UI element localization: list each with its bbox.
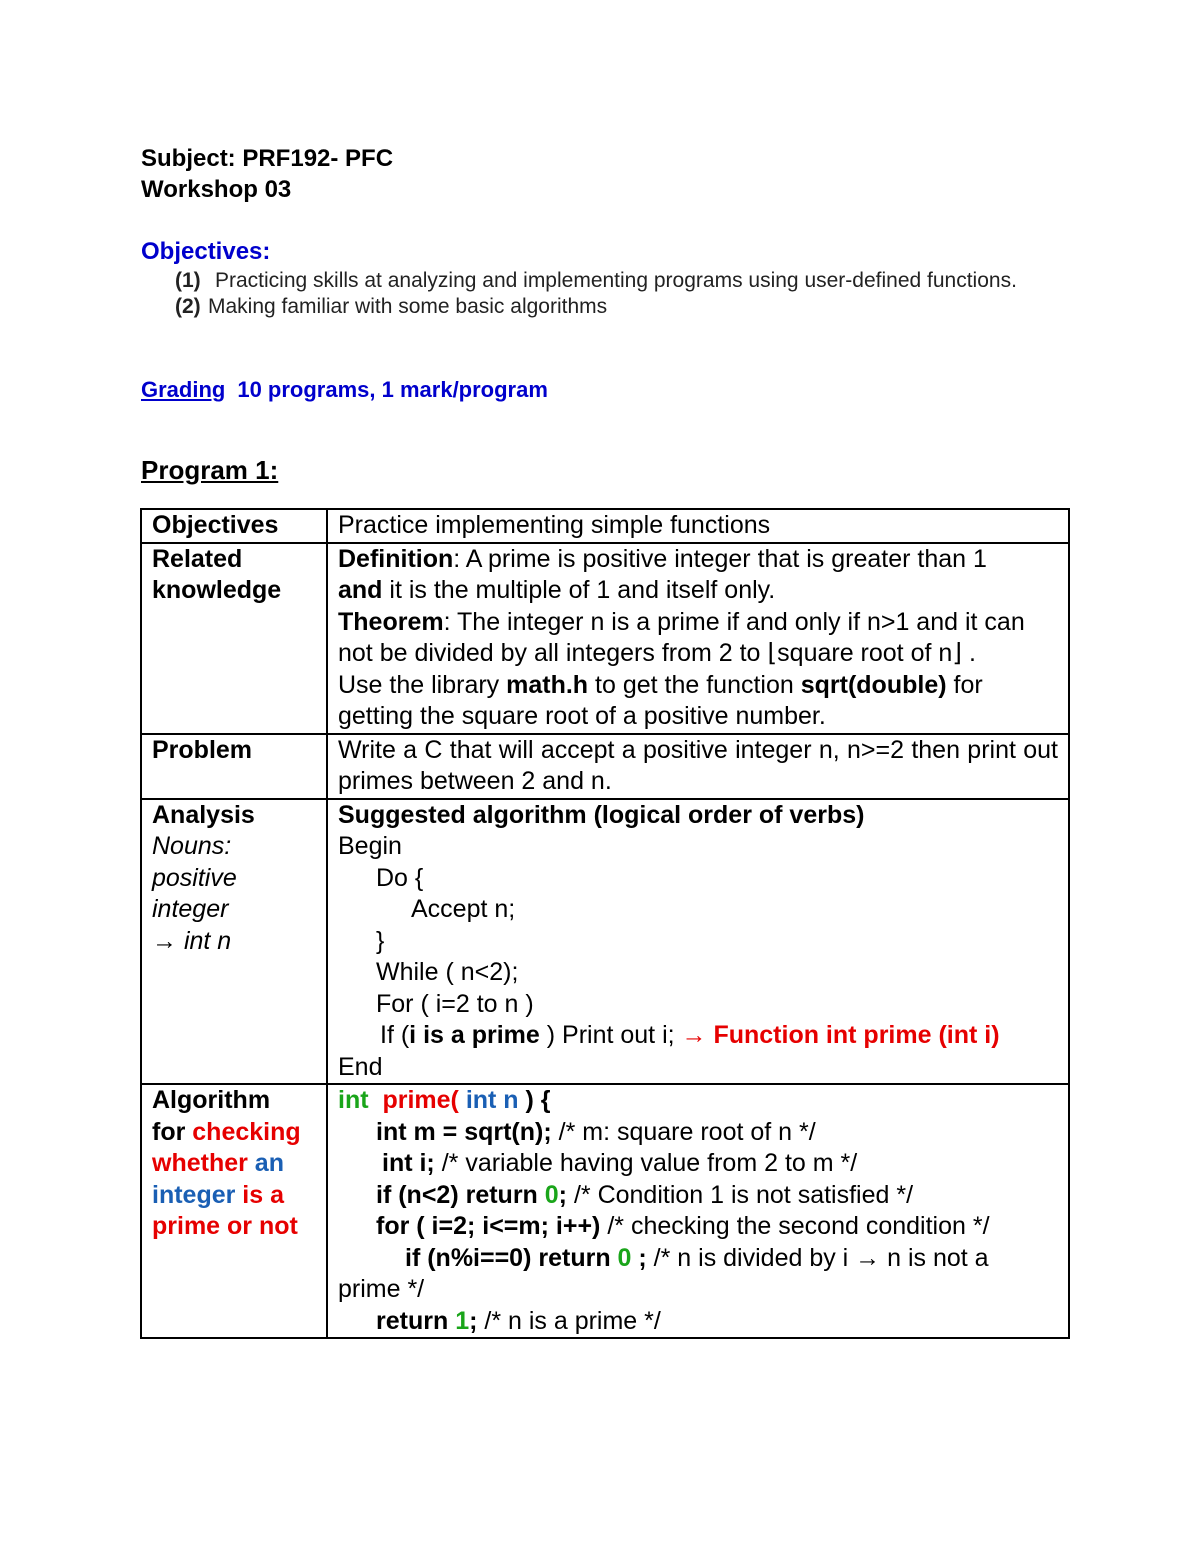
objective-item xyxy=(175,268,1035,294)
use-text-3: for getting the square root of a positive number. xyxy=(338,670,983,730)
theorem-text: : The integer n is a prime if and only if n>1 and it can not be divided by all integers from 2 to ⌊square root of n⌋ . xyxy=(338,607,1025,667)
code-line: return 1; /* n is a prime */ xyxy=(376,1306,661,1335)
use-text-2: to get the function xyxy=(588,670,801,699)
algo-if-cond: i is a prime xyxy=(409,1021,540,1049)
row-label-algorithm: Algorithm for checking whether an integer is a prime or not xyxy=(141,1084,327,1338)
algo-for: For ( i=2 to n ) xyxy=(376,989,534,1018)
use-text-1: Use the library xyxy=(338,670,507,699)
code-line: int i; /* variable having value from 2 to m */ xyxy=(382,1149,858,1177)
program-title: Program 1: xyxy=(141,455,279,485)
theorem-label: Theorem xyxy=(338,607,444,636)
objective-item xyxy=(175,294,1035,320)
program-table xyxy=(140,508,1070,1339)
algo-begin: Begin xyxy=(338,832,402,860)
row-label-related: Related knowledge xyxy=(141,543,327,734)
row-content-problem: Write a C that will accept a positive integer n, n>=2 then print out primes between 2 and n. xyxy=(327,734,1069,799)
subject-heading: Subject: PRF192- PFC xyxy=(141,145,394,172)
library-name: math.h xyxy=(506,670,589,699)
table-row-objectives xyxy=(141,509,1069,543)
row-label-problem: Problem xyxy=(141,734,327,799)
algorithm-title: Suggested algorithm (logical order of verbs) xyxy=(338,800,865,829)
objective-text: Practicing skills at analyzing and implementing programs using user-defined functions. xyxy=(215,269,1017,292)
noun-mapping: → int n xyxy=(152,926,232,955)
algo-while: While ( n<2); xyxy=(376,958,519,986)
noun-text: integer xyxy=(152,895,229,923)
code-line: for ( i=2; i<=m; i++) /* checking the second condition */ xyxy=(376,1212,990,1240)
code-line: int m = sqrt(n); /* m: square root of n */ xyxy=(376,1117,816,1146)
definition-cont: it is the multiple of 1 and itself only. xyxy=(382,576,776,604)
objectives-title: Objectives: xyxy=(141,238,271,265)
grading-link[interactable]: Grading xyxy=(141,377,226,402)
objectives-list xyxy=(175,268,1035,320)
algo-accept: Accept n; xyxy=(411,895,516,923)
objective-number: (1) xyxy=(175,269,201,292)
algo-close: } xyxy=(376,926,385,955)
analysis-label: Analysis xyxy=(152,800,255,829)
table-row-analysis xyxy=(141,799,1069,1085)
workshop-heading: Workshop 03 xyxy=(141,176,292,203)
row-label-analysis xyxy=(141,799,327,1085)
objective-text: Making familiar with some basic algorithms xyxy=(208,295,608,318)
algo-end: End xyxy=(338,1052,383,1081)
noun-text: positive xyxy=(152,863,237,892)
row-content-objectives: Practice implementing simple functions xyxy=(327,509,1069,543)
and-label: and xyxy=(338,576,383,604)
definition-label: Definition xyxy=(338,544,454,573)
code-line: if (n<2) return 0; /* Condition 1 is not satisfied */ xyxy=(376,1180,914,1209)
row-label-objectives: Objectives xyxy=(141,509,327,543)
grading-line xyxy=(141,376,548,404)
algo-if: If (i is a prime ) Print out i; → Function int prime (int i) xyxy=(380,1021,1000,1049)
algo-do: Do { xyxy=(376,863,424,892)
code-signature: int prime( int n ) { xyxy=(338,1086,551,1114)
table-row-related xyxy=(141,543,1069,734)
table-row-problem xyxy=(141,734,1069,799)
code-line: if (n%i==0) return 0 ; /* n is divided by i → n is not a prime */ xyxy=(338,1243,989,1303)
function-hint: → Function int prime (int i) xyxy=(681,1021,1000,1049)
definition-text: : A prime is positive integer that is greater than 1 xyxy=(453,544,987,573)
nouns-label: Nouns: xyxy=(152,832,232,860)
objective-number: (2) xyxy=(175,295,201,318)
function-name: sqrt(double) xyxy=(800,670,947,699)
table-row-algorithm xyxy=(141,1084,1069,1338)
row-content-algorithm xyxy=(327,1084,1069,1338)
row-content-analysis xyxy=(327,799,1069,1085)
grading-text: 10 programs, 1 mark/program xyxy=(237,377,548,402)
row-content-related xyxy=(327,543,1069,734)
